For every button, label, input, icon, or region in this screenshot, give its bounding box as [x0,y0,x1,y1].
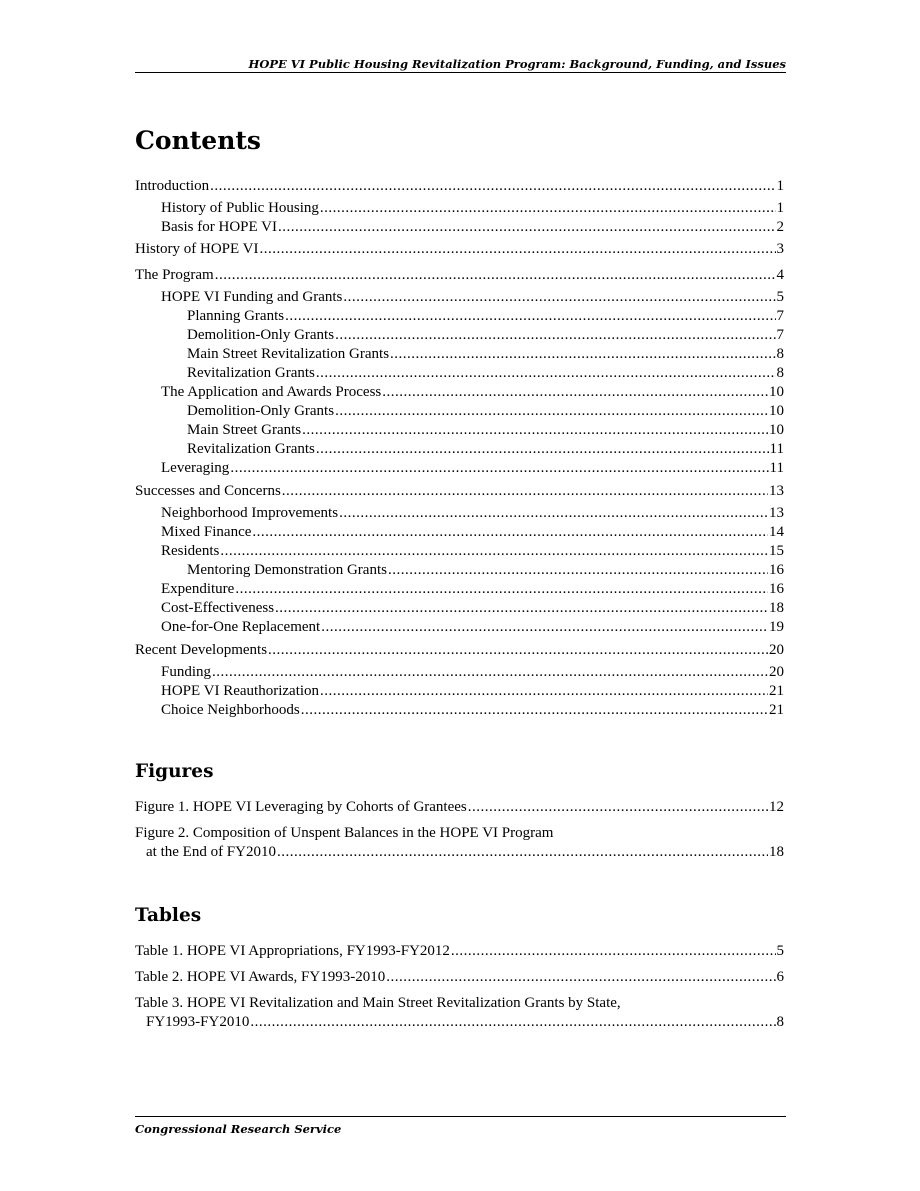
toc-entry-title: Leveraging [161,460,230,476]
toc-entry-page: 15 [769,543,784,559]
tables-heading: Tables [135,905,202,926]
dot-leader [343,288,775,307]
dot-leader [302,421,768,440]
toc-entry-title: Main Street Revitalization Grants [187,346,390,362]
toc-entry-title: Mixed Finance [161,524,252,540]
toc-entry-title: Main Street Grants [187,422,302,438]
toc-entry-title: Successes and Concerns [135,483,281,499]
toc-entry-page: 20 [769,642,784,658]
toc-entry-title: One-for-One Replacement [161,619,321,635]
toc-entry-revitalization-grants-2[interactable] [187,440,784,459]
toc-entry-page: 1 [776,178,784,194]
table-entry-title: Table 2. HOPE VI Awards, FY1993-2010 [135,969,386,985]
figure-entry-1[interactable] [135,798,784,817]
dot-leader [320,682,768,701]
toc-entry-title: Revitalization Grants [187,365,315,381]
toc-entry-title: History of Public Housing [161,200,319,216]
toc-entry-history-of-hope-vi[interactable] [135,240,784,259]
toc-entry-title: Mentoring Demonstration Grants [187,562,387,578]
footer-source: Congressional Research Service [135,1122,342,1136]
toc-entry-main-street-revitalization-grants[interactable] [187,345,784,364]
toc-entry-leveraging[interactable] [161,459,784,478]
toc-entry-neighborhood-improvements[interactable] [161,504,784,523]
dot-leader [278,218,776,237]
toc-entry-basis-for-hope-vi[interactable] [161,218,784,237]
running-title: HOPE VI Public Housing Revitalization Program: Background, Funding, and Issues [248,57,786,71]
toc-entry-title: Funding [161,664,212,680]
toc-entry-title: The Program [135,267,214,283]
toc-entry-page: 1 [776,200,784,216]
toc-entry-page: 10 [769,384,784,400]
figure-entry-title: Figure 2. Composition of Unspent Balances in the HOPE VI Program [135,825,554,841]
toc-entry-successes-and-concerns[interactable] [135,482,784,501]
toc-entry-page: 2 [776,219,784,235]
toc-entry-page: 10 [769,403,784,419]
dot-leader [335,402,768,421]
toc-entry-introduction[interactable] [135,177,784,196]
figures-heading: Figures [135,761,214,782]
dot-leader [320,199,776,218]
table-entry-page: 8 [776,1014,784,1030]
toc-entry-title: Demolition-Only Grants [187,403,335,419]
table-entry-title: Table 1. HOPE VI Appropriations, FY1993-FY2012 [135,943,450,959]
toc-entry-application-and-awards-process[interactable] [161,383,784,402]
toc-entry-page: 13 [769,505,784,521]
toc-entry-revitalization-grants[interactable] [187,364,784,383]
dot-leader [451,942,776,961]
dot-leader [275,599,768,618]
toc-entry-page: 11 [769,441,784,457]
dot-leader [388,561,768,580]
toc-entry-page: 5 [776,289,784,305]
table-entry-3[interactable] [135,994,784,1032]
dot-leader [339,504,768,523]
toc-entry-title: HOPE VI Reauthorization [161,683,320,699]
dot-leader [210,177,775,196]
running-header [135,55,786,73]
dot-leader [390,345,775,364]
dot-leader [468,798,768,817]
toc-entry-page: 14 [769,524,784,540]
toc-entry-title: Cost-Effectiveness [161,600,275,616]
toc-entry-title: Introduction [135,178,210,194]
toc-entry-hope-vi-reauthorization[interactable] [161,682,784,701]
toc-entry-demolition-only-grants[interactable] [187,326,784,345]
toc-entry-page: 19 [769,619,784,635]
dot-leader [285,307,775,326]
toc-entry-recent-developments[interactable] [135,641,784,660]
table-entry-1[interactable] [135,942,784,961]
dot-leader [316,364,776,383]
toc-entry-page: 7 [776,308,784,324]
dot-leader [282,482,768,501]
dot-leader [212,663,768,682]
toc-entry-title: Choice Neighborhoods [161,702,300,718]
toc-entry-page: 21 [769,702,784,718]
table-entry-2[interactable] [135,968,784,987]
dot-leader [382,383,768,402]
toc-entry-title: The Application and Awards Process [161,384,382,400]
figure-entry-page: 12 [769,799,784,815]
toc-entry-title: Demolition-Only Grants [187,327,335,343]
toc-entry-residents[interactable] [161,542,784,561]
page-footer [135,1116,786,1136]
toc-entry-page: 8 [776,365,784,381]
toc-entry-page: 13 [769,483,784,499]
dot-leader [252,523,768,542]
toc-entry-page: 18 [769,600,784,616]
toc-entry-cost-effectiveness[interactable] [161,599,784,618]
toc-entry-title: Planning Grants [187,308,285,324]
toc-entry-page: 20 [769,664,784,680]
dot-leader [220,542,768,561]
dot-leader [386,968,775,987]
toc-entry-funding[interactable] [161,663,784,682]
toc-entry-expenditure[interactable] [161,580,784,599]
toc-entry-one-for-one-replacement[interactable] [161,618,784,637]
figure-entry-page: 18 [769,844,784,860]
dot-leader [321,618,768,637]
toc-entry-page: 3 [776,241,784,257]
table-entry-title: Table 3. HOPE VI Revitalization and Main Street Revitalization Grants by State, [135,995,621,1011]
dot-leader [335,326,775,345]
toc-entry-page: 10 [769,422,784,438]
figure-entry-2[interactable] [135,824,784,862]
toc-entry-choice-neighborhoods[interactable] [161,701,784,720]
figure-entry-continuation: at the End of FY2010 [146,844,276,860]
toc-entry-title: History of HOPE VI [135,241,259,257]
toc-entry-history-of-public-housing[interactable] [161,199,784,218]
dot-leader [277,843,768,862]
table-entry-page: 5 [776,943,784,959]
toc-entry-mixed-finance[interactable] [161,523,784,542]
toc-entry-title: Basis for HOPE VI [161,219,277,235]
toc-entry-page: 21 [769,683,784,699]
toc-entry-page: 7 [776,327,784,343]
dot-leader [259,240,775,259]
toc-entry-demolition-only-grants-2[interactable] [187,402,784,421]
dot-leader [268,641,768,660]
toc-entry-title: Revitalization Grants [187,441,315,457]
toc-entry-title: Neighborhood Improvements [161,505,339,521]
toc-entry-funding-and-grants[interactable] [161,288,784,307]
toc-entry-title: Expenditure [161,581,235,597]
toc-entry-page: 16 [769,581,784,597]
contents-heading: Contents [135,126,262,155]
toc-entry-page: 11 [769,460,784,476]
figure-entry-title: Figure 1. HOPE VI Leveraging by Cohorts of Grantees [135,799,467,815]
toc-entry-page: 4 [776,267,784,283]
toc-entry-page: 8 [776,346,784,362]
table-entry-continuation: FY1993-FY2010 [146,1014,250,1030]
dot-leader [250,1013,775,1032]
dot-leader [301,701,768,720]
toc-entry-main-street-grants[interactable] [187,421,784,440]
toc-entry-title: Recent Developments [135,642,268,658]
toc-entry-planning-grants[interactable] [187,307,784,326]
table-entry-page: 6 [776,969,784,985]
toc-entry-page: 16 [769,562,784,578]
dot-leader [235,580,768,599]
toc-entry-title: HOPE VI Funding and Grants [161,289,343,305]
dot-leader [230,459,768,478]
toc-entry-mentoring-demonstration-grants[interactable] [187,561,784,580]
toc-entry-the-program[interactable] [135,266,784,285]
toc-entry-title: Residents [161,543,220,559]
dot-leader [215,266,776,285]
dot-leader [316,440,769,459]
